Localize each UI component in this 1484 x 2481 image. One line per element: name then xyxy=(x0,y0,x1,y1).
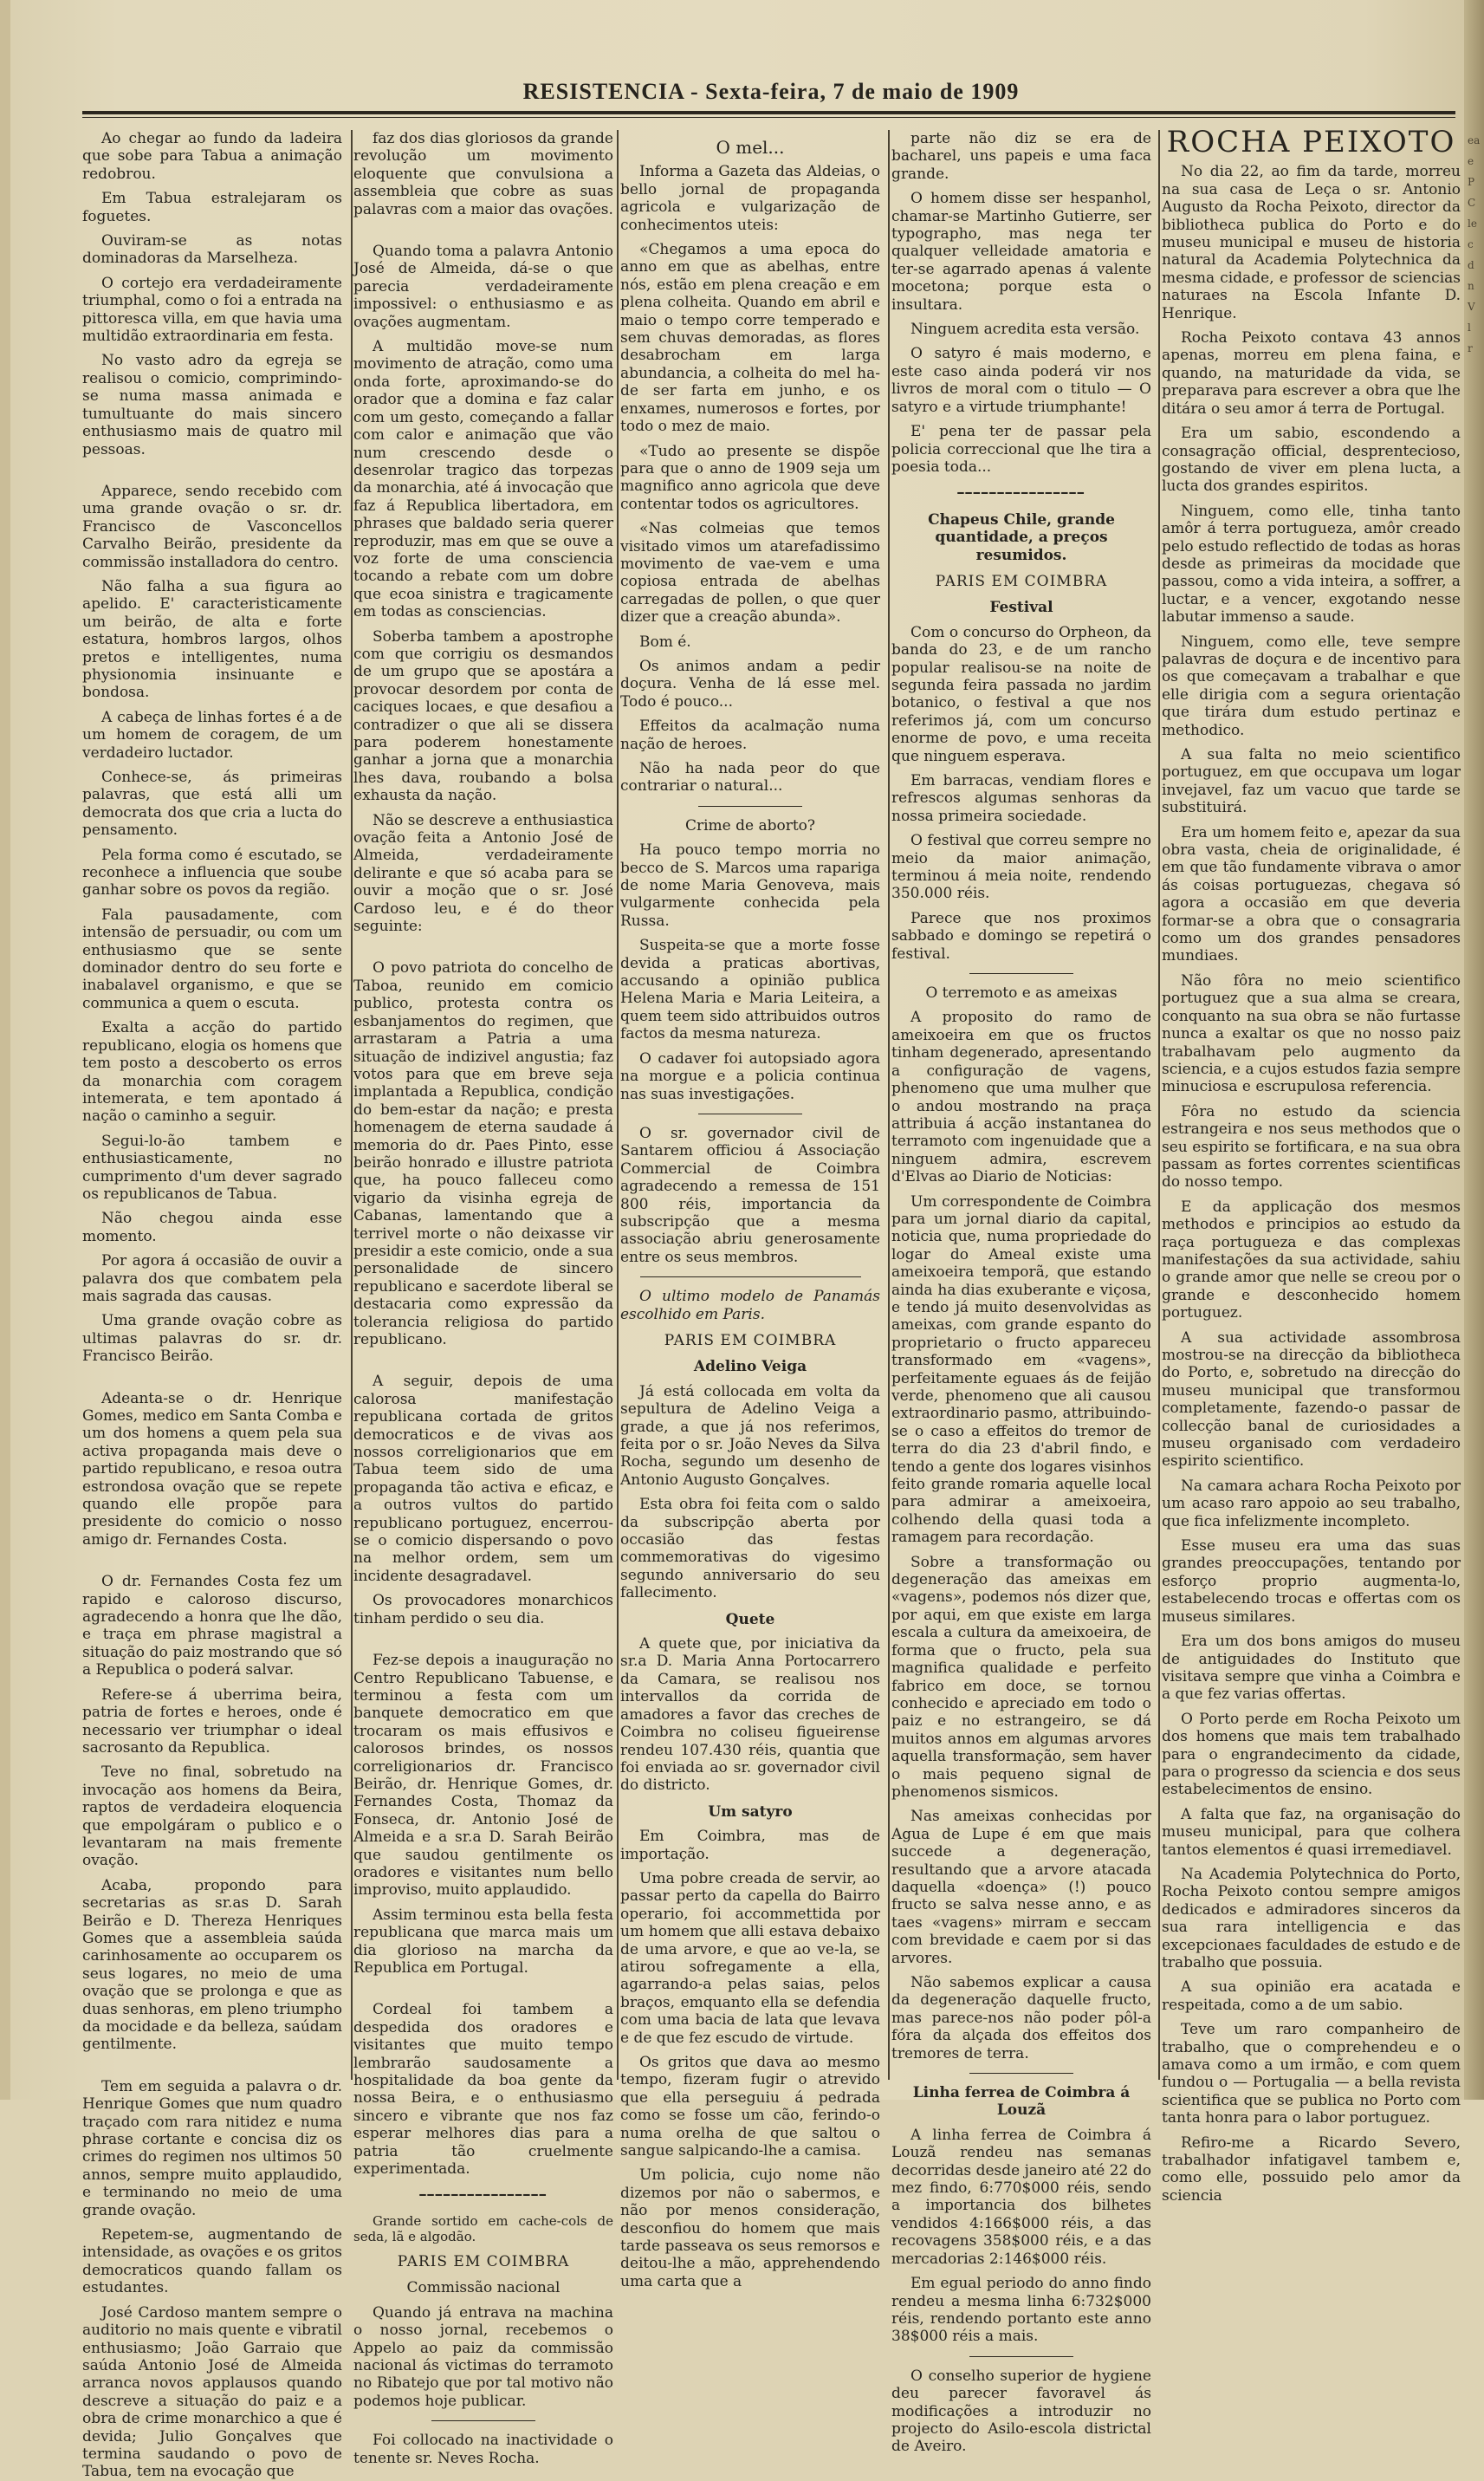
paragraph: O conselho superior de hygiene deu parecer favoravel ás modificações a introduzir no projecto do Asilo-escola districtal de Aveiro. xyxy=(891,2367,1151,2456)
paragraph: Era um dos bons amigos do museu de antiguidades do Instituto que visitava sempre que vinha a Coimbra e a que fez varias offertas. xyxy=(1162,1633,1461,1704)
column-5 xyxy=(1162,125,1461,2205)
paragraph: Ha pouco tempo morria no becco de S. Marcos uma rapariga de nome Maria Genoveva, mais vulgarmente conhecida pela Russa. xyxy=(620,841,880,930)
paragraph: Foi collocado na inactividade o tenente sr. Neves Rocha. xyxy=(353,2432,613,2467)
paragraph: Era um homem feito e, apezar da sua obra vasta, cheia de originalidade, é em que tão fundamente vibrava o amor ás coisas portuguezas, chegava só agora a occasião em que deveria formar-se a obra que o consagraria como um dos grandes pensadores mundiaes. xyxy=(1162,823,1461,965)
paragraph: Parece que nos proximos sabbado e domingo se repetirá o festival. xyxy=(891,909,1151,963)
section-title: PARIS EM COIMBRA xyxy=(935,572,1108,590)
headline-festival: Festival xyxy=(989,599,1053,617)
paragraph: Não chegou ainda esse momento. xyxy=(82,1210,342,1245)
header-rule-thin xyxy=(82,117,1455,118)
column-1 xyxy=(82,130,342,2481)
paragraph: O satyro é mais moderno, e este caso ainda poderá vir nos livros de moral com o titulo — O satyro e a virtude triumphante! xyxy=(891,345,1151,416)
divider xyxy=(969,2356,1073,2357)
headline-terremoto: O terremoto e as ameixas xyxy=(925,984,1118,1003)
paragraph: Teve no final, sobretudo na invocação aos homens da Beira, raptos de verdadeira eloquencia que empolgáram o publico e o levantaram na mais fremente ovação. xyxy=(82,1763,342,1870)
paragraph: Rocha Peixoto contava 43 annos apenas, morreu em plena faina, e quando, na maturidade da vida, se preparava para escrever a obra que lhe ditára o seu amor á terra de Portugal. xyxy=(1162,329,1461,418)
edge-fragment: ea xyxy=(1468,134,1481,146)
paragraph: A sua actividade assombrosa mostrou-se na direcção da bibliotheca do Porto, e, sobretudo na direcção do museu municipal que transformou completamente, fazendo-o passar de collecção banal de curiosidades a museu organisado com verdadeiro espirito scientifico. xyxy=(1162,1328,1461,1471)
paragraph: Já está collocada em volta da sepultura de Adelino Veiga a grade, a que já nos referimos, feita por o sr. João Neves da Silva Rocha, segundo um desenho de Antonio Augusto Gonçalves. xyxy=(620,1382,880,1489)
headline-rocha-peixoto: ROCHA PEIXOTO xyxy=(1166,125,1456,159)
paragraph: Em Tabua estralejaram os foguetes. xyxy=(82,190,342,225)
paragraph: Quando já entrava na machina o nosso jornal, recebemos o Appelo ao paiz da commissão nacional ás victimas do terramoto no Ribatejo que por tal motivo não podemos hoje publicar. xyxy=(353,2303,613,2410)
column-divider xyxy=(888,130,890,2080)
paragraph: faz dos dias gloriosos da grande revolução um movimento eloquente que convulsiona a assembleia que cobre as suas palavras com a maior das ovações. xyxy=(353,130,613,218)
divider xyxy=(969,973,1073,974)
paragraph: Assim terminou esta bella festa republicana que marca mais um dia glorioso na marcha da Republica em Portugal. xyxy=(353,1906,613,1977)
section-title: PARIS EM COIMBRA xyxy=(397,2252,570,2270)
headline-crime: Crime de aborto? xyxy=(684,816,816,835)
paragraph: Em barracas, vendiam flores e refrescos algumas senhoras da nossa primeira sociedade. xyxy=(891,772,1151,825)
edge-fragment: e xyxy=(1468,155,1474,167)
paragraph: Em Coimbra, mas de importação. xyxy=(620,1828,880,1863)
paragraph: O homem disse ser hespanhol, chamar-se Martinho Gutierre, ser typographo, mas nega ter qualquer velleidade amatoria e ter-se agarrado apenas á valente mocetona; porque esta o insultara. xyxy=(891,190,1151,314)
paragraph: José Cardoso mantem sempre o auditorio no mais quente e vibratil enthusiasmo; João Garraio que saúda Antonio José de Almeida arranca novos applausos quando descreve a situação do paiz e a obra de crime monarchico a que é devida; Julio Gonçalves que termina saudando o povo de Tabua, tem na evocação que xyxy=(82,2303,342,2481)
paragraph: E da applicação dos mesmos methodos e principios ao estudo da raça portugueza e das complexas manifestações da sua actividade, sahiu o grande amor que nelle se creou por o grande e desconhecido homem portuguez. xyxy=(1162,1198,1461,1322)
paragraph: Apparece, sendo recebido com uma grande ovação o sr. dr. Francisco de Vasconcellos Carvalho Beirão, presidente da commissão installadora do centro. xyxy=(82,482,342,571)
paragraph: Um policia, cujo nome não dizemos por não o sabermos, e não por menos consideração, desconfiou do homem que mais tarde passeava os seus remorsos e deitou-lhe a mão, apprehendendo uma carta que a xyxy=(620,2166,880,2290)
paragraph: Não se descreve a enthusiastica ovação feita a Antonio José de Almeida, verdadeiramente delirante e que só acaba para se ouvir a moção que o sr. José Cardoso leu, e é do theor seguinte: xyxy=(353,811,613,936)
paragraph: Com o concurso do Orpheon, da banda do 23, e de um rancho popular realisou-se na noite de segunda feira passada no jardim botanico, o festival a que nos referimos já, com um concurso enorme de povo, e uma receita que ninguem esperava. xyxy=(891,623,1151,765)
paragraph: Ninguem, como elle, teve sempre palavras de doçura e de incentivo para os que começavam a trabalhar e que elle dirigia com a segura orientação que tirára dum estudo pertinaz e methodico. xyxy=(1162,633,1461,739)
paragraph: O cadaver foi autopsiado agora na morgue e a policia continua nas suas investigações. xyxy=(620,1049,880,1103)
paragraph: Conhece-se, ás primeiras palavras, que está alli um democrata dos que cria a lucta do pensamento. xyxy=(82,769,342,840)
edge-fragment: c xyxy=(1468,238,1474,250)
paragraph: Refiro-me a Ricardo Severo, trabalhador infatigavel tambem e, como elle, possuido pelo amor da sciencia xyxy=(1162,2134,1461,2205)
paragraph: O sr. governador civil de Santarem officiou á Associação Commercial de Coimbra agradecendo a remessa de 151 800 réis, importancia da subscripção que a mesma associação abriu generosamente entre os seus membros. xyxy=(620,1124,880,1266)
paragraph: Na Academia Polytechnica do Porto, Rocha Peixoto contou sempre amigos dedicados e admiradores sinceros da sua rara intelligencia e das excepcionaes faculdades de estudo e de trabalho que possuia. xyxy=(1162,1865,1461,1971)
subheading: Commissão nacional xyxy=(406,2279,561,2297)
paragraph: Ninguem, como elle, tinha tanto amôr á terra portugueza, amôr creado pelo estudo reflectido de todas as horas desde as primeiras da mocidade que passou, como a vida inteira, a soffrer, a luctar, e a vencer, exgotando nesse labutar immenso a saude. xyxy=(1162,502,1461,627)
paragraph: «Nas colmeias que temos visitado vimos um atarefadissimo movimento de vae-vem e uma copiosa entrada de abelhas carregadas de pollen, o que quer dizer que a creação abunda». xyxy=(620,520,880,627)
paragraph: Esta obra foi feita com o saldo da subscripção aberta por occasião das festas commemorativas do vigesimo segundo anniversario do seu fallecimento. xyxy=(620,1496,880,1602)
paragraph: Um correspondente de Coimbra para um jornal diario da capital, noticia que, numa propriedade do logar do Ameal existe uma ameixoeira temporã, que estando ainda ha dias exuberante e viçosa, e tendo já muito desenvolvidas as ameixas, com grande espanto do proprietario o fructo appareceu transformado em «vagens», perfeitamente eguaes ás de feijão verde, phenomeno que ali causou extraordinario pasmo, attribuindo-se o caso a effeitos do tremor de terra do dia 23 d'abril findo, e tendo a gente dos logares visinhos feito grande romaria aquelle local para admirar a ameixoeira, colhendo della quasi toda a ramagem para recordação. xyxy=(891,1192,1151,1547)
ornament-divider: ━━━━━━━━━━━━━━━━ xyxy=(419,2189,548,2202)
column-4 xyxy=(891,130,1151,2456)
paragraph: Na camara achara Rocha Peixoto por um acaso raro appoio ao seu trabalho, que fica infelizmente incompleto. xyxy=(1162,1477,1461,1530)
paragraph: «Tudo ao presente se dispõe para que o anno de 1909 seja um magnifico anno agricola que deve contentar todos os agricultores. xyxy=(620,442,880,513)
section-title: PARIS EM COIMBRA xyxy=(664,1331,837,1349)
headline-mel: O mel... xyxy=(716,137,785,158)
headline-adelino: Adelino Veiga xyxy=(693,1358,807,1376)
panama-note: O ultimo modelo de Panamás escolhido em Paris. xyxy=(620,1288,880,1323)
column-2 xyxy=(353,130,613,2467)
paragraph: A sua falta no meio scientifico portuguez, em que occupava um logar invejavel, faz um vacuo que tarde se substituirá. xyxy=(1162,746,1461,817)
paragraph: Segui-lo-ão tambem e enthusiasticamente, no cumprimento d'um dever sagrado os republicanos de Tabua. xyxy=(82,1132,342,1203)
paragraph: O cortejo era verdadeiramente triumphal, como o foi a entrada na pittoresca villa, em que havia uma multidão extraordinaria em festa. xyxy=(82,274,342,346)
paragraph: A seguir, depois de uma calorosa manifestação republicana cortada de gritos democraticos e de vivas aos nossos correligionarios que em Tabua teem sido de uma propaganda tão activa e eficaz, e a outros vultos do partido republicano portuguez, encerrou-se o comicio dispersando o povo na melhor ordem, sem um incidente desagradavel. xyxy=(353,1373,613,1585)
left-page-edge xyxy=(0,0,10,2100)
edge-fragment: C xyxy=(1468,197,1476,209)
paragraph: Nas ameixas conhecidas por Agua de Lupe é em que mais succede a degeneração, resultando que a arvore atacada daquella «doença» (!) pouco fructo se salva nesse anno, e as taes «vagens» mirram e seccam com brevidade e caem por si das arvores. xyxy=(891,1808,1151,1967)
paragraph: Por agora á occasião de ouvir a palavra dos que combatem pela mais sagrada das causas. xyxy=(82,1252,342,1305)
paragraph: A cabeça de linhas fortes é a de um homem de coragem, de um verdadeiro luctador. xyxy=(82,708,342,762)
column-divider xyxy=(617,130,619,2080)
paragraph: O dr. Fernandes Costa fez um rapido e caloroso discurso, agradecendo a honra que lhe dão, e traça em phrase magistral a situação do paiz mostrando que só a Republica o poderá salvar. xyxy=(82,1573,342,1679)
paragraph: O festival que correu sempre no meio da maior animação, terminou á meia noite, rendendo 350.000 réis. xyxy=(891,832,1151,903)
paragraph: No dia 22, ao fim da tarde, morreu na sua casa de Leça o sr. Antonio Augusto da Rocha Peixoto, director da bibliotheca publica do Porto e do museu municipal e museu de historia natural da Academia Polytechnica da mesma cidade, e professor de sciencias naturaes na Escola Infante D. Henrique. xyxy=(1162,163,1461,322)
paragraph: parte não diz se era de bacharel, uns papeis e uma faca grande. xyxy=(891,130,1151,183)
paragraph: Exalta a acção do partido republicano, elogia os homens que tem posto a descoberto os erros da monarchia com coragem intemerata, e tem apontado á nação o caminho a seguir. xyxy=(82,1019,342,1126)
header-rule xyxy=(82,111,1455,114)
paragraph: E' pena ter de passar pela policia correccional que lhe tira a poesia toda... xyxy=(891,423,1151,476)
paragraph: Os gritos que dava ao mesmo tempo, fizeram fugir o atrevido que ella perseguiu á pedrada como se fosse um cão, ferindo-o numa orelha de que saltou o sangue salpicando-lhe a camisa. xyxy=(620,2054,880,2160)
paragraph: A quete que, por iniciativa da sr.a D. Maria Anna Portocarrero da Camara, se realisou nos intervallos da corrida de amadores a favor das creches de Coimbra no coliseu figueirense rendeu 107.430 réis, quantia que foi enviada ao sr. governador civil do districto. xyxy=(620,1635,880,1795)
paragraph: A linha ferrea de Coimbra á Louzã rendeu nas semanas decorridas desde janeiro até 22 do mez findo, 6:770$000 réis, sendo a importancia dos bilhetes vendidos 4:166$000 réis, a das recovagens 358$000 réis, e a das mercadorias 2:146$000 réis. xyxy=(891,2126,1151,2268)
paragraph: Adeanta-se o dr. Henrique Gomes, medico em Santa Comba e um dos homens a quem pela sua activa propaganda mais deve o partido republicano, e resoa outra estrondosa ovação que se repete quando elle propõe para presidente do comicio o nosso amigo dr. Fernandes Costa. xyxy=(82,1389,342,1549)
paragraph: Quando toma a palavra Antonio José de Almeida, dá-se o que parecia verdadeiramente impossivel: o enthusiasmo e as ovações augmentam. xyxy=(353,243,613,331)
edge-fragment: le xyxy=(1468,218,1477,230)
edge-fragment: d xyxy=(1468,259,1474,271)
paragraph: Esse museu era uma das suas grandes preoccupações, tentando por esforço proprio augmenta-lo, estabelecendo trocas e offertas com os museus similares. xyxy=(1162,1537,1461,1626)
paragraph: A multidão move-se num movimento de atração, como uma onda forte, aproximando-se do orador que a domina e faz calar com um gesto, começando a fallar com calor e animação que vão num crescendo desde o desenrolar tragico das torpezas da monarchia, até á invocação que faz á Republica libertadora, em phrases que baldado seria querer reproduzir, mas em que se ouve a voz forte de uma consciencia tocando a rebate com um dobre que ecoa sinistra e tragicamente em todas as consciencias. xyxy=(353,338,613,621)
paragraph: No vasto adro da egreja se realisou o comicio, comprimindo-se numa massa animada e tumultuante do mais sincero enthusiasmo mais de quatro mil pessoas. xyxy=(82,352,342,458)
paragraph: Pela forma como é escutado, se reconhece a influencia que soube ganhar sobre os povos da região. xyxy=(82,846,342,900)
column-divider xyxy=(351,130,353,2080)
paragraph: Tem em seguida a palavra o dr. Henrique Gomes que num quadro traçado com rara nitidez e numa phrase cortante e concisa diz os crimes do regimen nos ultimos 50 annos, sempre muito applaudido, e terminando no meio de uma grande ovação. xyxy=(82,2077,342,2219)
paragraph: Bom é. xyxy=(639,633,691,651)
column-divider xyxy=(1158,130,1160,2080)
column-3 xyxy=(620,130,880,2290)
paragraph: Não falha a sua figura ao apelido. E' caracteristicamente um beirão, de alta e forte estatura, hombros largos, olhos pretos e intelligentes, numa physionomia insinuante e bondosa. xyxy=(82,577,342,702)
paragraph: Ninguem acredita esta versão. xyxy=(910,321,1140,339)
headline-quete: Quete xyxy=(725,1610,775,1628)
paragraph: Não ha nada peor do que contrariar o natural... xyxy=(620,760,880,796)
divider xyxy=(431,2420,535,2421)
paragraph: Effeitos da acalmação numa nação de heroes. xyxy=(620,718,880,753)
paragraph: O povo patriota do concelho de Taboa, reunido em comicio publico, protesta contra os esbanjamentos do regimen, que arrastaram a Patria a uma situação de indizivel angustia; faz votos para que em breve seja implantada a Republica, condição do bem-estar da nação; e presta homenagem de eterna saudade á memoria do dr. Paes Pinto, esse beirão honrado e illustre patriota que, ha pouco falleceu como vigario da visinha egreja de Cabanas, lamentando que a terrivel morte o não deixasse vir presidir a este comicio, onde a sua personalidade de sincero republicano e sacerdote liberal se destacaria como expressão da tolerancia religiosa do partido republicano. xyxy=(353,959,613,1348)
paragraph: A sua opinião era acatada e respeitada, como a de um sabio. xyxy=(1162,1978,1461,2014)
paragraph: Informa a Gazeta das Aldeias, o bello jornal de propaganda agricola e vulgarização de conhecimentos uteis: xyxy=(620,163,880,234)
paragraph: Uma grande ovação cobre as ultimas palavras do sr. dr. Francisco Beirão. xyxy=(82,1312,342,1366)
paragraph: Ouviram-se as notas dominadoras da Marselheza. xyxy=(82,232,342,268)
right-page-edge xyxy=(1464,0,1484,2100)
paragraph: «Chegamos a uma epoca do anno em que as abelhas, entre nós, estão em plena creação e em plena colheita. Quando em abril e maio o tempo corre temperado e sem chuvas demoradas, as flores desabrocham em larga abundancia, a colheita do mel ha-de ser farta em junho, e os enxames, numerosos e fortes, por todo o mez de maio. xyxy=(620,241,880,436)
page-header: RESISTENCIA - Sexta-feira, 7 de maio de 1909 xyxy=(522,79,1020,104)
paragraph: Suspeita-se que a morte fosse devida a praticas abortivas, accusando a opinião publica Helena Maria e Maria Leiteira, a quem teem sido attribuidos outros factos da mesma natureza. xyxy=(620,937,880,1043)
paragraph: Fôra no estudo da sciencia estrangeira e nos seus methodos que o seu espirito se fortificara, e na sua obra passam as fortes correntes scientificas do nosso tempo. xyxy=(1162,1102,1461,1192)
chapeus-advert: Chapeus Chile, grande quantidade, a preços resumidos. xyxy=(928,510,1115,564)
paragraph: Ao chegar ao fundo da ladeira que sobe para Tabua a animação redobrou. xyxy=(82,130,342,183)
paragraph: Fez-se depois a inauguração no Centro Republicano Tabuense, e terminou a festa com um banquete democratico em que trocaram os mais effusivos e calorosos brindes, os nossos correligionarios dr. Francisco Beirão, dr. Henrique Gomes, dr. Fernandes Costa, Thomaz da Fonseca, dr. Antonio José de Almeida e a sr.a D. Sarah Beirão que saudou gentilmente os oradores e visitantes num bello improviso, muito applaudido. xyxy=(353,1652,613,1900)
edge-fragment: r xyxy=(1468,342,1473,354)
paragraph: O Porto perde em Rocha Peixoto um dos homens que mais tem trabalhado para o engrandecimento da cidade, para o progresso da sciencia e dos seus estabelecimentos de ensino. xyxy=(1162,1710,1461,1799)
divider xyxy=(969,2073,1073,2074)
paragraph: Cordeal foi tambem a despedida dos oradores e visitantes que muito tempo lembrarão saudosamente a hospitalidade da boa gente da nossa Beira, e o enthusiasmo sincero e vibrante que nos faz esperar melhores dias para a patria tão cruelmente experimentada. xyxy=(353,2001,613,2179)
paragraph: Os provocadores monarchicos tinham perdido o seu dia. xyxy=(353,1592,613,1627)
headline-linha: Linha ferrea de Coimbra á Louzã xyxy=(912,2084,1131,2120)
headline-satyro: Um satyro xyxy=(708,1802,793,1821)
paragraph: A falta que faz, na organisação do museu municipal, para que colhera tantos elementos é quasi irremediavel. xyxy=(1162,1805,1461,1859)
divider xyxy=(698,806,802,807)
edge-fragment: n xyxy=(1468,280,1474,292)
edge-fragment: V xyxy=(1468,301,1475,313)
paragraph: Uma pobre creada de servir, ao passar perto da capella do Bairro operario, foi accommettida por um homem que alli estava debaixo de uma arvore, e que ao ve-la, se atirou sofregamente a ella, agarrando-a pelas saias, pelos braços, emquanto ella se defendia com uma bacia de lata que levava e de que fez escudo de virtude. xyxy=(620,1869,880,2047)
edge-fragment: P xyxy=(1468,176,1475,188)
paragraph: Era um sabio, escondendo a consagração official, desprentecioso, gostando de viver em plena lucta, a lucta dos grandes espiritos. xyxy=(1162,425,1461,496)
advertisement: Grande sortido em cache-cols de seda, lã e algodão. xyxy=(353,2212,613,2244)
divider xyxy=(640,1276,861,1277)
edge-fragment: l xyxy=(1468,321,1471,334)
paragraph: Os animos andam a pedir doçura. Venha de lá esse mel. Todo é pouco... xyxy=(620,657,880,711)
paragraph: Acaba, propondo para secretarias as sr.as D. Sarah Beirão e D. Thereza Henriques Gomes que a assembleia saúda carinhosamente ao occuparem os seus logares, no meio de uma ovação que se prolonga e que as duas senhoras, em pleno triumpho da mocidade e da belleza, saúdam gentilmente. xyxy=(82,1876,342,2054)
paragraph: Teve um raro companheiro de trabalho, que o comprehendeu e o amava como a um irmão, e com quem fundou o — Portugalia — a bella revista scientifica que se publica no Porto com tanta honra para o labor portuguez. xyxy=(1162,2021,1461,2127)
paragraph: Em egual periodo do anno findo rendeu a mesma linha 6:732$000 réis, rendendo portanto este anno 38$000 réis a mais. xyxy=(891,2275,1151,2346)
paragraph: Repetem-se, augmentando de intensidade, as ovações e os gritos democraticos quando fallam os estudantes. xyxy=(82,2226,342,2297)
paragraph: Fala pausadamente, com intensão de persuadir, ou com um enthusiasmo que se sente dominador dentro do seu forte e inabalavel organismo, e que se communica a quem o escuta. xyxy=(82,906,342,1012)
paragraph: A proposito do ramo de ameixoeira em que os fructos tinham degenerado, apresentando a configuração de vagens, phenomeno que uma mulher que o andou mostrando na praça attribuia á acção instantanea do terramoto com ingenuidade que a ninguem admira, escrevem d'Elvas ao Diario de Noticias: xyxy=(891,1009,1151,1186)
ornament-divider: ━━━━━━━━━━━━━━━━ xyxy=(957,487,1085,500)
paragraph: Sobre a transformação ou degeneração das ameixas em «vagens», podemos nós dizer que, por aqui, em que existe em larga escala a cultura da ameixoeira, de forma que o fructo, pela sua magnifica qualidade e perfeito fabrico em doce, se tornou conhecido e apreciado em todo o paiz e no estrangeiro, se dá muitos annos em algumas arvores aquella transformação, sem haver o mais pequeno signal de phenomenos sismicos. xyxy=(891,1553,1151,1801)
paragraph: Soberba tambem a apostrophe com que corrigiu os desmandos de um grupo que se apostára a provocar desordem por conta de caciques locaes, e que desafiou a contradizer o que ali se dissera para poderem honestamente ganhar a jorna que a monarchia lhes dava, roubando a bolsa exhausta da nação. xyxy=(353,627,613,805)
paragraph: Refere-se á uberrima beira, patria de fortes e heroes, onde é necessario ver triumphar o ideal sacrosanto da Republica. xyxy=(82,1685,342,1757)
paragraph: Não sabemos explicar a causa da degeneração daquelle fructo, mas parece-nos não poder pôl-a fóra da alçada dos effeitos dos tremores de terra. xyxy=(891,1974,1151,2062)
paragraph: Não fôra no meio scientifico portuguez que a sua alma se creara, conquanto na sua obra se não furtasse nunca a exaltar os que no nosso paiz trabalhavam pelo augmento da sciencia, e a cujos estudos fazia sempre minuciosa e escrupulosa referencia. xyxy=(1162,971,1461,1096)
